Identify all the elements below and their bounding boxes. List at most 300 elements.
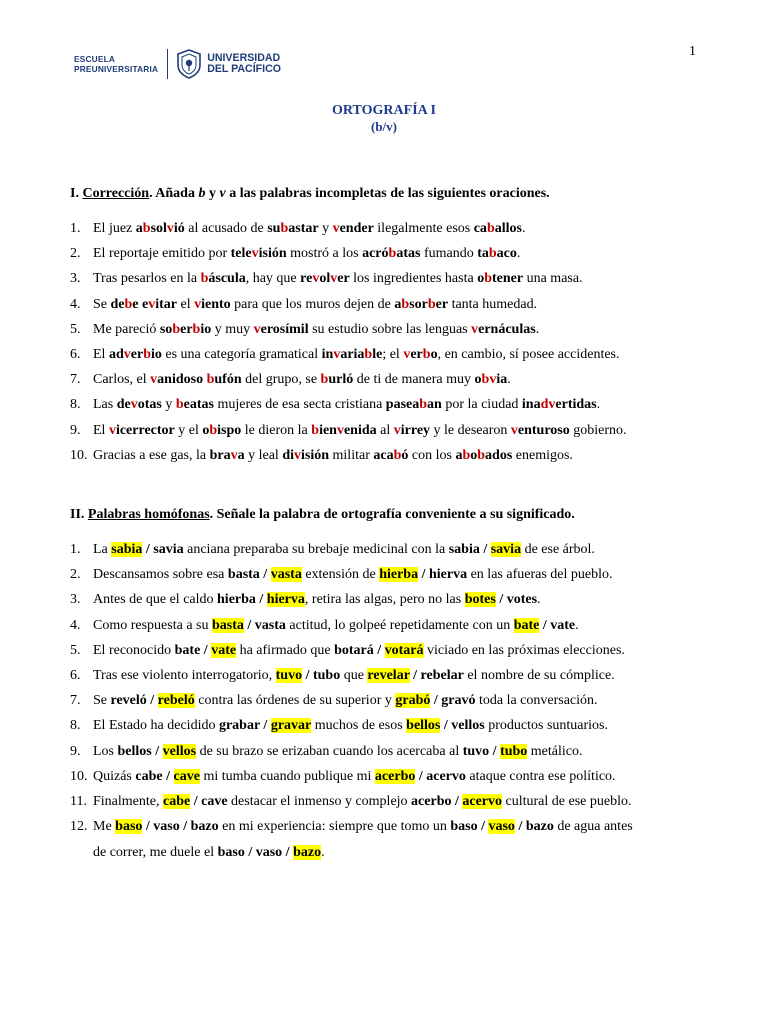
plain-text: el nombre de su cómplice. [463, 668, 615, 683]
bold-word: ó [401, 447, 409, 463]
bold-word: ol [319, 271, 331, 287]
inserted-letter: v [108, 422, 116, 438]
bold-word: enida [343, 422, 377, 438]
section2-label: Palabras homófonas [87, 507, 210, 522]
highlighted-answer: savia [490, 542, 522, 557]
bold-word: / vellos [440, 718, 485, 734]
bold-word: enturoso [517, 422, 570, 438]
bold-word: acró [362, 246, 389, 262]
inserted-letter: v [333, 347, 341, 362]
plain-text: ilegalmente esos [373, 221, 474, 236]
bold-word: / vaso / bazo [142, 819, 219, 835]
bold-word: er [410, 347, 423, 362]
plain-text: Gracias a ese gas, la [93, 447, 210, 463]
plain-text: contra las órdenes de su superior y [194, 693, 396, 709]
plain-text: . [535, 321, 540, 337]
plain-text: de su brazo se erizaban cuando los acercaba al [196, 743, 463, 759]
bold-word: ernáculas [478, 321, 536, 337]
inserted-letter: b [206, 372, 215, 388]
plain-text: en las afueras del pueblo. [467, 567, 613, 583]
inserted-letter: b [419, 397, 428, 413]
item-text [93, 618, 579, 634]
plain-text: del grupo, se [241, 372, 321, 388]
plain-text: productos suntuarios. [484, 718, 608, 734]
plain-text: Tras pesarlos en la [93, 271, 201, 287]
university-logo [74, 47, 281, 81]
section1-instruction-a: . Añada [149, 186, 199, 201]
plain-text: Descansamos sobre esa [93, 567, 228, 583]
plain-text: . [537, 592, 541, 608]
plain-text: en mi experiencia: siempre que tomo un [218, 819, 451, 835]
highlighted-answer: vellos [162, 743, 197, 759]
section1-letter-v: v [219, 186, 226, 201]
plain-text: una masa. [523, 271, 583, 287]
bold-word: o [470, 447, 478, 463]
inserted-letter: b [393, 447, 402, 463]
item-text [93, 246, 520, 262]
plain-text: Tras ese violento interrogatorio, [93, 668, 276, 683]
bold-word: aco [496, 246, 517, 262]
highlighted-answer: votará [384, 642, 424, 658]
bold-word: sol [150, 221, 167, 236]
bold-word: atas [396, 246, 421, 262]
inserted-letter: b [320, 372, 329, 388]
bold-word: / vate [539, 617, 576, 633]
inserted-letter: b [142, 221, 151, 236]
plain-text: muchos de esos [311, 718, 407, 734]
bold-word: isión [258, 246, 287, 262]
item-number: 2. [70, 567, 81, 583]
plain-text: , en cambio, sí posee accidentes. [437, 347, 620, 362]
inserted-letter: b [481, 372, 490, 388]
item-text [93, 592, 541, 608]
document-title: ORTOGRAFÍA I [332, 103, 436, 118]
bold-word: er [180, 321, 193, 337]
bold-word: icerrector [115, 422, 175, 438]
item-text [93, 668, 615, 684]
plain-text: enemigos. [512, 447, 573, 463]
logo-univ-line2: DEL PACÍFICO [207, 63, 281, 75]
item-number: 6. [70, 347, 81, 362]
inserted-letter: b [486, 221, 495, 236]
inserted-letter: b [401, 296, 410, 312]
highlighted-answer: baso [115, 819, 143, 835]
plain-text: toda la conversación. [475, 693, 598, 709]
item-text [93, 297, 537, 313]
plain-text: gobierno. [569, 422, 627, 438]
item-text-continuation [93, 845, 325, 861]
highlighted-answer: gravar [270, 718, 312, 734]
bold-word: / votes [495, 592, 538, 608]
bold-word: in [321, 347, 334, 362]
inserted-letter: b [192, 321, 201, 337]
inserted-letter: v [330, 271, 338, 287]
item-text [93, 397, 600, 413]
highlighted-answer: vasta [270, 567, 302, 583]
logo-divider [167, 49, 168, 79]
bold-word: di [282, 447, 295, 463]
bold-word: io [200, 321, 212, 337]
bold-word: le [372, 347, 383, 362]
inserted-letter: b [477, 447, 486, 463]
bold-word: re [300, 271, 313, 287]
item-number: 10. [70, 447, 88, 463]
plain-text: es una categoría gramatical [161, 347, 322, 362]
bold-word: / rebelar [409, 668, 464, 683]
inserted-letter: b [124, 296, 133, 312]
bold-word: ertidas [555, 397, 597, 413]
plain-text: La [93, 542, 112, 557]
bold-word: ufón [214, 372, 242, 388]
highlighted-answer: vate [211, 642, 237, 658]
plain-text: ha afirmado que [236, 642, 335, 658]
plain-text: El reportaje emitido por [93, 246, 231, 262]
plain-text: Antes de que el caldo [93, 592, 218, 608]
bold-word: ca [473, 221, 487, 236]
plain-text: metálico. [527, 743, 583, 759]
inserted-letter: v [251, 246, 259, 262]
item-text [93, 271, 583, 287]
plain-text: le dieron la [241, 422, 312, 438]
inserted-letter: v [489, 372, 497, 388]
item-text [93, 718, 608, 734]
item-text [93, 769, 616, 785]
plain-text: El reconocido [93, 642, 175, 658]
bold-word: de [110, 296, 125, 312]
section2-heading [70, 507, 575, 523]
bold-word: er [130, 347, 144, 362]
plain-text: mostró a los [286, 246, 363, 262]
plain-text: y leal [244, 447, 283, 463]
document-subtitle: (b/v) [371, 119, 397, 134]
bold-word: tuvo / [462, 743, 501, 759]
inserted-letter: b [143, 347, 151, 362]
logo-escuela-text [74, 54, 158, 74]
inserted-letter: v [230, 447, 238, 463]
bold-word: e e [132, 296, 149, 312]
bold-word: ia [496, 372, 508, 388]
bold-word: ta [477, 246, 489, 262]
plain-text: Finalmente, [93, 794, 163, 809]
section1-letter-b: b [198, 186, 206, 201]
highlighted-answer: acervo [462, 794, 503, 809]
bold-word: baso / vaso / [217, 845, 294, 861]
bold-word: so [159, 321, 173, 337]
item-number: 1. [70, 221, 81, 236]
item-number: 10. [70, 768, 88, 784]
bold-word: bra [209, 447, 231, 463]
logo-university-text [207, 53, 281, 75]
bold-word: ió [173, 221, 185, 236]
bold-word: eatas [183, 397, 214, 413]
plain-text: Las [93, 397, 117, 413]
bold-word: basta / [227, 567, 271, 583]
item-text [93, 448, 573, 464]
item-number: 5. [70, 642, 81, 658]
bold-word: io [150, 347, 162, 362]
highlighted-answer: grabó [395, 693, 431, 709]
plain-text: de ti de manera muy [353, 372, 475, 388]
bold-word: isión [301, 447, 330, 463]
highlighted-answer: hierba [379, 567, 419, 583]
inserted-letter: b [422, 347, 431, 362]
inserted-letter: b [172, 321, 181, 337]
bold-word: an [427, 397, 442, 413]
bold-word: ien [319, 422, 337, 438]
plain-text: . [596, 397, 601, 413]
bold-word: acerbo / [411, 794, 463, 809]
bold-word: / savia [142, 542, 184, 557]
highlighted-answer: cabe [163, 794, 191, 809]
inserted-letter: v [548, 397, 556, 413]
inserted-letter: v [312, 271, 320, 287]
item-text [93, 423, 627, 439]
section1-instruction-b: a las palabras incompletas de las siguientes oraciones. [225, 186, 550, 201]
plain-text: los ingredientes hasta [349, 271, 478, 287]
logo-escuela-line1: ESCUELA [74, 54, 116, 64]
bold-word: o [477, 271, 485, 287]
bold-word: otas [137, 397, 162, 413]
item-number: 4. [70, 296, 81, 312]
section1-and: y [205, 186, 220, 201]
plain-text: . [521, 221, 526, 236]
item-number: 2. [70, 246, 81, 262]
plain-text: y muy [211, 321, 254, 337]
item-text [93, 794, 631, 810]
bold-word: ad [108, 347, 124, 362]
item-number: 9. [70, 422, 81, 438]
plain-text: destacar el inmenso y complejo [227, 794, 412, 809]
bold-word: a [394, 296, 402, 312]
bold-word: irrey [400, 422, 431, 438]
plain-text: . [321, 845, 325, 861]
bold-word: o [474, 372, 482, 388]
bold-word: de [116, 397, 131, 413]
inserted-letter: b [280, 221, 289, 236]
bold-word: o [202, 422, 210, 438]
bold-word: su [267, 221, 281, 236]
plain-text: Me [93, 819, 116, 835]
bold-word: / vasta [243, 617, 286, 633]
bold-word: a [135, 221, 143, 236]
bold-word: aria [340, 347, 365, 362]
plain-text: Me pareció [93, 321, 160, 337]
highlighted-answer: bellos [406, 718, 441, 734]
section1-heading [70, 186, 550, 202]
inserted-letter: v [471, 321, 479, 337]
item-number: 9. [70, 743, 81, 759]
bold-word: / cave [190, 794, 228, 809]
item-number: 5. [70, 321, 81, 337]
bold-word: áscula [208, 271, 246, 287]
highlighted-answer: botes [464, 592, 496, 608]
bold-word: sor [409, 296, 428, 312]
item-text [93, 221, 525, 237]
bold-word: urló [328, 372, 354, 388]
plain-text: viciado en las próximas elecciones. [423, 642, 625, 658]
bold-word: baso / [450, 819, 489, 835]
plain-text: Los [93, 743, 118, 759]
highlighted-answer: bazo [293, 845, 322, 861]
bold-word: reveló / [110, 693, 158, 709]
logo-univ-line1: UNIVERSIDAD [207, 52, 281, 64]
bold-word: / acervo [415, 768, 466, 784]
bold-word: ina [521, 397, 541, 413]
inserted-letter: v [510, 422, 518, 438]
item-text [93, 819, 633, 835]
plain-text: El [93, 347, 109, 362]
item-text [93, 542, 595, 558]
item-number: 1. [70, 542, 81, 557]
inserted-letter: b [364, 347, 373, 362]
inserted-letter: v [332, 221, 340, 236]
bold-word: astar [288, 221, 319, 236]
plain-text: al [376, 422, 394, 438]
bold-word: sabia / [448, 542, 491, 557]
inserted-letter: b [209, 422, 218, 438]
plain-text: ataque contra ese político. [465, 768, 616, 784]
plain-text: actitud, lo golpeé repetidamente con un [285, 617, 514, 633]
highlighted-answer: hierva [266, 592, 305, 608]
inserted-letter: v [150, 372, 158, 388]
bold-word: erosímil [260, 321, 309, 337]
bold-word: bate / [174, 642, 212, 658]
item-number: 7. [70, 693, 81, 709]
highlighted-answer: revelar [367, 668, 410, 683]
inserted-letter: b [200, 271, 209, 287]
plain-text: y el [174, 422, 203, 438]
plain-text: al acusado de [184, 221, 268, 236]
item-number: 11. [70, 794, 87, 809]
highlighted-answer: sabia [111, 542, 143, 557]
bold-word: itar [155, 296, 177, 312]
inserted-letter: b [388, 246, 397, 262]
bold-word: ados [485, 447, 513, 463]
bold-word: aca [373, 447, 394, 463]
plain-text: y [318, 221, 333, 236]
highlighted-answer: acerbo [374, 768, 416, 784]
item-text [93, 567, 612, 583]
bold-word: / hierva [418, 567, 468, 583]
section2-numeral: II. [70, 507, 88, 522]
highlighted-answer: tuvo [275, 668, 303, 683]
item-number: 6. [70, 668, 81, 683]
inserted-letter: v [130, 397, 138, 413]
plain-text: El juez [93, 221, 136, 236]
plain-text: . [575, 617, 579, 633]
item-number: 12. [70, 819, 88, 835]
plain-text: Quizás [93, 768, 136, 784]
plain-text: mujeres de esa secta cristiana [213, 397, 386, 413]
bold-word: er [435, 296, 449, 312]
inserted-letter: b [484, 271, 492, 287]
bold-word: / bazo [514, 819, 554, 835]
plain-text: militar [329, 447, 374, 463]
inserted-letter: v [166, 221, 174, 236]
university-seal-icon [176, 49, 202, 79]
item-number: 8. [70, 718, 81, 734]
item-number: 7. [70, 372, 81, 388]
bold-word: a [455, 447, 463, 463]
plain-text: de agua antes [553, 819, 633, 835]
inserted-letter: b [427, 296, 436, 312]
plain-text: fumando [420, 246, 478, 262]
item-number: 3. [70, 271, 81, 287]
bold-word: iento [201, 296, 231, 312]
plain-text: cultural de ese pueblo. [502, 794, 632, 809]
item-text [93, 372, 511, 388]
plain-text: y le desearon [430, 422, 511, 438]
inserted-letter: b [175, 397, 184, 413]
bold-word: ender [339, 221, 374, 236]
bold-word: grabar / [218, 718, 271, 734]
plain-text: tanta humedad. [448, 296, 538, 312]
bold-word: o [430, 347, 438, 362]
highlighted-answer: cave [173, 768, 200, 784]
inserted-letter: v [403, 347, 411, 362]
highlighted-answer: rebeló [157, 693, 195, 709]
plain-text: su estudio sobre las lenguas [308, 321, 472, 337]
section2-instruction: . Señale la palabra de ortografía conveniente a su significado. [209, 507, 575, 522]
plain-text: de correr, me duele el [93, 845, 218, 861]
inserted-letter: v [148, 296, 156, 312]
inserted-letter: v [123, 347, 131, 362]
bold-word: pasea [385, 397, 420, 413]
plain-text: que [340, 668, 368, 683]
item-text [93, 643, 625, 659]
plain-text: El [93, 422, 109, 438]
plain-text: Se [93, 693, 111, 709]
bold-word: cabe / [135, 768, 174, 784]
bold-word: a [237, 447, 245, 463]
plain-text: de ese árbol. [521, 542, 595, 557]
bold-word: tele [230, 246, 252, 262]
highlighted-answer: tubo [500, 743, 528, 759]
bold-word: allos [494, 221, 522, 236]
item-text [93, 693, 598, 709]
inserted-letter: v [393, 422, 401, 438]
bold-word: botará / [334, 642, 385, 658]
section1-numeral: I. [70, 186, 83, 201]
inserted-letter: v [336, 422, 344, 438]
plain-text: ; el [382, 347, 404, 362]
inserted-letter: v [253, 321, 261, 337]
inserted-letter: v [194, 296, 202, 312]
bold-word: anidoso [157, 372, 207, 388]
plain-text: Se [93, 296, 111, 312]
bold-word: / tubo [302, 668, 341, 683]
plain-text: . [507, 372, 511, 388]
plain-text: para que los muros dejen de [230, 296, 395, 312]
bold-word: bellos / [117, 743, 163, 759]
logo-escuela-line2: PREUNIVERSITARIA [74, 64, 159, 74]
inserted-letter: d [540, 397, 549, 413]
bold-word: tener [492, 271, 524, 287]
item-number: 4. [70, 617, 81, 633]
bold-word: / gravó [430, 693, 476, 709]
item-number: 3. [70, 592, 81, 608]
plain-text: el [177, 296, 195, 312]
plain-text: Como respuesta a su [93, 617, 212, 633]
plain-text: extensión de [301, 567, 380, 583]
plain-text: y [161, 397, 176, 413]
item-text [93, 347, 620, 363]
inserted-letter: b [311, 422, 320, 438]
bold-word: hierba / [217, 592, 267, 608]
page-number: 1 [689, 44, 696, 59]
item-text [93, 322, 539, 338]
plain-text: por la ciudad [441, 397, 522, 413]
